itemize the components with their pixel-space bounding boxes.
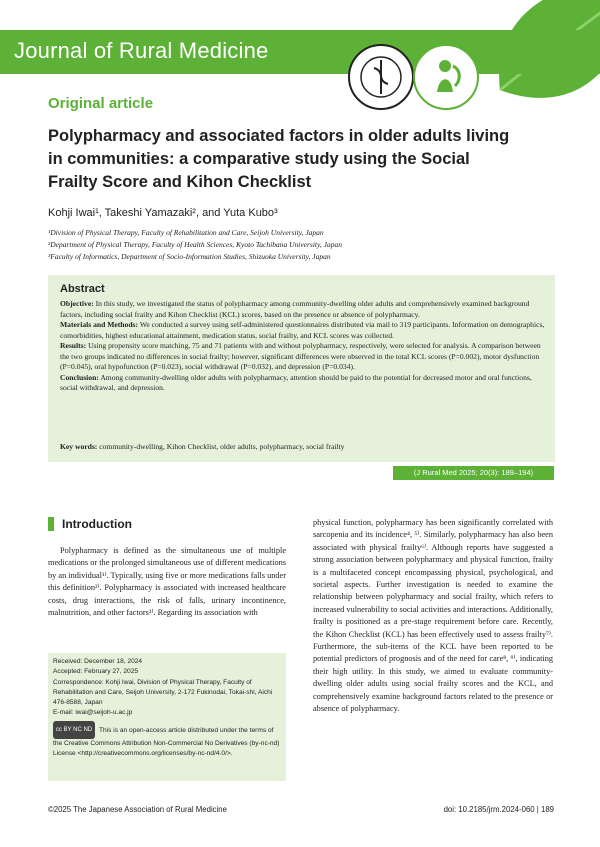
results-label: Results: xyxy=(60,341,87,350)
association-logo-icon xyxy=(348,44,414,110)
license-body: This is an open-access article distributed under the terms of the Creative Commons Attribution Non-Commercial No Derivatives (by-nc-nd) License <http://creativecommons.org/licenses/by-nc-nd/4.0/>. xyxy=(53,726,280,758)
email: E-mail: iwai@seijoh-u.ac.jp xyxy=(53,709,133,717)
citation-badge: (J Rural Med 2025; 20(3): 189–194) xyxy=(393,466,554,480)
objective-text: In this study, we investigated the status of polypharmacy among community-dwelling older adults and comprehensively examined background factors, including social frailty and Kihon Checklist (KCL) scores, based on the presence or absence of polypharmacy. xyxy=(60,299,530,319)
affiliations xyxy=(48,227,342,263)
keywords xyxy=(60,442,540,451)
conclusion-text: Among community-dwelling older adults with polypharmacy, attention should be paid to the potential for decreased motor and oral functions, social withdrawal, and depression. xyxy=(60,372,532,392)
footer-copyright: ©2025 The Japanese Association of Rural Medicine xyxy=(48,805,227,814)
journal-header-band xyxy=(0,30,600,74)
license-text xyxy=(53,721,283,760)
affiliation-2: ²Department of Physical Therapy, Faculty of Health Sciences, Kyoto Tachibana University, Japan xyxy=(48,240,343,249)
correspondence: Correspondence: Kohji Iwai, Division of Physical Therapy, Faculty of Rehabilitation and Care, Seijoh University, 2-172 Fukinodai, Tokai-shi, Aichi 476-8588, Japan xyxy=(53,678,273,707)
abstract-panel xyxy=(48,275,555,462)
intro-heading: Introduction xyxy=(48,517,132,531)
affiliation-3: ³Faculty of Informatics, Department of Socio-Information Studies, Shizuoka University, Japan xyxy=(48,252,331,261)
accepted-date: Accepted: February 27, 2025 xyxy=(53,668,139,676)
intro-col1: Polypharmacy is defined as the simultaneous use of multiple medications or the prolonged simultaneous use of different medications by an individual¹⁾. Typically, using five or more medications falls under this definition²⁾. Polypharmacy is associated with increased healthcare costs, drug interactions, the risk of falls, urinary incontinence, malnutrition, and other factors³⁾. Regarding its association with xyxy=(48,546,286,618)
keywords-label: Key words: xyxy=(60,442,98,451)
abstract-body xyxy=(60,299,546,394)
received-date: Received: December 18, 2024 xyxy=(53,658,143,665)
methods-text: We conducted a survey using self-administered questionnaires distributed via mail to 319 participants. Information on demographics, comorbidities, highest educational attainment, medication status, social frailty, and KCL scores was collected. xyxy=(60,320,545,340)
journal-title: Journal of Rural Medicine xyxy=(14,38,269,63)
author-list: Kohji Iwai¹, Takeshi Yamazaki², and Yuta Kubo³ xyxy=(48,207,278,219)
article-title: Polypharmacy and associated factors in older adults living in communities: a comparative study using the Social Frailty Score and Kihon Checklist xyxy=(48,127,510,191)
intro-col2: physical function, polypharmacy has been significantly correlated with sarcopenia and its incidence⁴, ⁵⁾. Similarly, polypharmacy has also been associated with physical frailty⁶⁾. Although reports have suggested a strong association between polypharmacy and physical function, frailty is a multifaceted concept encompassing physical, psychological, and societal aspects. Further investigation is needed to examine the relationship between polypharmacy and social frailty, which refers to increased vulnerability to social activities and interactions. Additionally, frailty is positioned as a pre-stage requirement before care. Recently, the Kihon Checklist (KCL) has been effectively used to assess frailty⁷⁾. Furthermore, the sub-items of the KCL have been reported to be potential predictors of prognosis and of the need for care⁸, ⁹⁾, indicating their high utility. In this study, we aimed to evaluate community-dwelling older adults using social frailty scores and the KCL, and comprehensively examine background factors related to the presence or absence of polypharmacy. xyxy=(313,518,553,714)
article-info-panel xyxy=(48,653,286,781)
cc-license-icon: cc BY NC ND xyxy=(53,721,95,739)
keywords-text: community-dwelling, Kihon Checklist, older adults, polypharmacy, social frailty xyxy=(99,442,345,451)
footer-doi-page: doi: 10.2185/jrm.2024-060 | 189 xyxy=(443,805,554,814)
objective-label: Objective: xyxy=(60,299,94,308)
methods-label: Materials and Methods: xyxy=(60,320,139,329)
abstract-heading: Abstract xyxy=(60,283,105,295)
affiliation-1: ¹Division of Physical Therapy, Faculty of Rehabilitation and Care, Seijoh University, Japan xyxy=(48,228,324,237)
conclusion-label: Conclusion: xyxy=(60,372,99,382)
rural-medicine-logo-icon xyxy=(413,44,479,110)
results-text: Using propensity score matching, 75 and 71 patients with and without polypharmacy, respectively, were selected for analysis. A comparison between the two groups indicated no differences in social frailty; however, significant differences were observed in the total KCL scores (P=0.002), motor dysfunction (P=0.045), oral hypofunction (P=0.023), social withdrawal (P=0.032), and depression (P=0.034). xyxy=(60,341,541,371)
article-type: Original article xyxy=(48,95,154,112)
